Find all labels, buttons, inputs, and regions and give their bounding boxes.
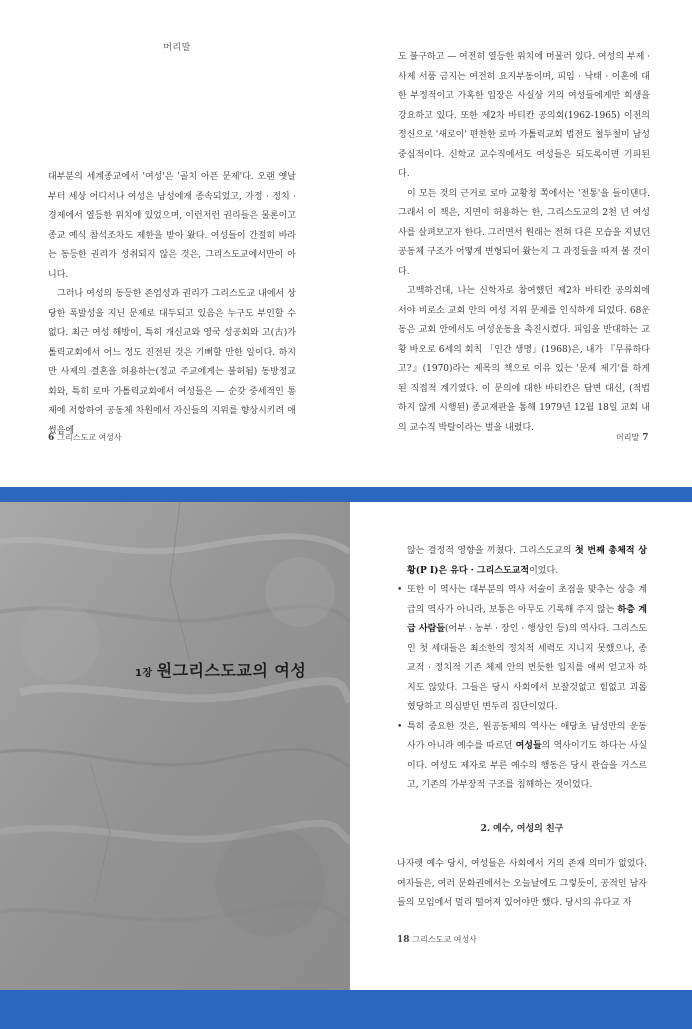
blue-footer-band [0, 990, 692, 1029]
chapter-title-text: 원그리스도교의 여성 [156, 661, 307, 680]
left-page-preface [48, 40, 296, 460]
page-number: 18 [397, 935, 410, 945]
preface-body [48, 168, 296, 441]
paragraph: 대부분의 세계종교에서 '여성'은 '골치 아픈 문제'다. 오랜 옛날부터 세상 어디서나 여성은 남성에게 종속되었고, 가정 · 정치 · 경제에서 열등한 위치에 있었으며, 이런저런 권리들은 물론이고 종교 예식 참석조차도 제한을 받아 왔다. 여성들이 간절히 바라는 동등한 권리가 성취되지 않은 것은, 그리스도교에서만이 아니다. [48, 172, 296, 280]
folio-bottom [397, 934, 477, 945]
chapter-number: 1장 [135, 668, 153, 679]
stone-texture-graphic [0, 502, 350, 990]
intro-emphasis: 첫 번째 총체적 상황(P I)은 유다 · 그리스도교적 [407, 546, 647, 576]
chapter-opener-texture [0, 502, 350, 990]
paragraph: 도 불구하고 — 여전히 열등한 위치에 머물러 있다. 여성의 부제 · 사제 서품 금지는 여전히 요지부동이며, 피임 · 낙태 · 이혼에 대한 부정적이고 가혹한 입장은 사실상 거의 여성들에게만 희생을 강요하고 있다. 또한 제2차 바티칸 공의회(1962-1965) 이전의 정신으로 '새로이' 편찬한 로마 가톨릭교회 법전도 철두철미 남성 중심적이다. 신학교 교수직에서도 여성들은 되도록이면 기피된다. [398, 52, 650, 179]
paragraph: 고백하건대, 나는 신학자로 참여했던 제2차 바티칸 공의회에서야 비로소 교회 안의 여성 지위 문제를 인식하게 되었다. 68운동은 교회 안에서도 여성운동을 촉진시켰다. 피임을 반대하는 교황 바오로 6세의 회칙 「인간 생명」(1968)은, 내가 『무류하다고?』(1970)라는 제목의 책으로 이유 있는 '문제 제기'를 하게 된 직접적 계기였다. 이 문의에 대한 바티칸은 답변 대신, (적법하지 않게 시행된) 종교재판을 통해 1979년 12월 18일 교회 내의 교수직 박탈이라는 벌을 내렸다. [398, 286, 650, 433]
folio-text: 그리스도교 여성사 [412, 935, 477, 944]
folio-right [616, 432, 648, 443]
paragraph: 나자렛 예수 당시, 여성들은 사회에서 거의 존재 의미가 없었다. 여자들은, 여러 문화권에서는 오늘날에도 그렇듯이, 공적인 남자들의 모임에서 멀리 떨어져 있어야만 했다. 당시의 유다교 자 [397, 859, 647, 908]
chapter-title [135, 658, 306, 681]
bullet-dot-icon: • [397, 721, 403, 732]
bullet-item [397, 718, 647, 796]
paragraph: 그러나 여성의 동등한 존엄성과 권리가 그리스도교 내에서 상당한 폭발성을 지닌 문제로 대두되고 있음은 누구도 부인할 수 없다. 최근 여성 해방이, 특히 개신교와 영국 성공회와 고(古)가톨릭교회에서 어느 정도 진전된 것은 기뻐할 만한 일이다. 하지만 사제의 결혼을 허용하는(정교 주교에게는 불허됨) 동방정교회와, 특히 로마 가톨릭교회에서 여성들은 — 순갖 중세적인 통제에 저항하여 공동체 차원에서 자신들의 지위를 향상시키려 애썼음에 [48, 289, 296, 436]
chapter-body [397, 542, 647, 914]
intro-tail: 이었다. [529, 565, 559, 576]
paragraph: 이 모든 것의 근거로 로마 교황청 쪽에서는 '전통'을 들이댄다. 그래서 이 책은, 지면이 허용하는 한, 그리스도교의 2천 년 여성사를 살펴보고자 한다. 그러면서 원래는 전혀 다른 모습을 지녔던 공동체 구조가 어떻게 변형되어 왔는지 그 과정들을 따져 볼 것이다. [398, 188, 650, 277]
bullet-dot-icon: • [397, 585, 403, 595]
folio-left [48, 432, 122, 443]
preface-body-continued [398, 48, 650, 438]
blue-divider-band [0, 487, 692, 502]
right-page-preface [398, 40, 650, 460]
running-head: 머리말 [163, 43, 191, 53]
page-number: 7 [642, 433, 649, 443]
intro-paragraph [397, 542, 647, 581]
bullet-text: (어부 · 농부 · 장인 · 행상인 등)의 역사다. 그리스도인 첫 세대들은 최소한의 정치적 세력도 지니지 못했으나, 종교적 · 정치적 기존 체제 안의 번듯한 입지를 애써 얻고자 하지도 않았다. 그들은 당시 사회에서 보잘것없고 힘없고 괴롭혔당하고 의심받던 변두리 집단이었다. [407, 624, 647, 712]
bullet-text: 특히 중요한 것은, 원공동체의 역사는 애당초 남성만의 운동사가 아니라 예수를 따르던 [407, 721, 647, 751]
bullet-emphasis: 여성들 [515, 741, 542, 751]
bullet-text: 또한 이 역사는 대부분의 역사 서술이 초점을 맞추는 상층 계급의 역사가 아니라, 보통은 아무도 기록해 주지 않는 [407, 585, 647, 615]
page-number: 6 [48, 433, 55, 443]
bullet-emphasis: 하층 계급 사람들 [407, 604, 648, 634]
top-book-spread [0, 0, 692, 487]
chapter-body-page [397, 542, 647, 982]
bullet-text: 의 역사이기도 하다는 사실이다. 여성도 제자로 부른 예수의 행동은 당시 관습을 거스르고, 기존의 가부장적 구조를 침해하는 것이었다. [407, 741, 648, 790]
intro-lead: 않는 결정적 영향을 끼쳤다. 그리스도교의 [407, 546, 575, 556]
bullet-item [397, 581, 647, 718]
folio-text: 머리말 [616, 433, 640, 442]
section-heading: 2. 예수, 여성의 친구 [480, 823, 564, 834]
bottom-book-spread [0, 502, 692, 990]
folio-text: 그리스도교 여성사 [57, 433, 122, 442]
